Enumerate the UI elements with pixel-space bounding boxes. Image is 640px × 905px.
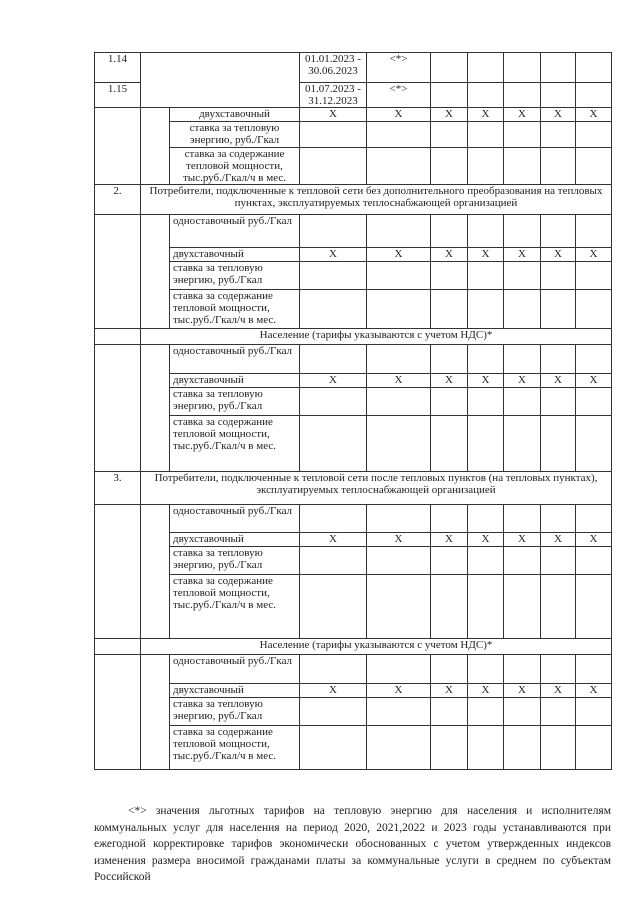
- section-header: [95, 472, 612, 505]
- section-number: 2.: [95, 185, 141, 215]
- table-row: двухставочный X X X X X X X: [95, 108, 612, 122]
- section-header: [95, 185, 612, 215]
- footnote: [94, 803, 611, 886]
- section-title: Потребители, подключенные к тепловой сети без дополнительного преобразования на тепловых пунктах, эксплуатируемых теплоснабжающей организацией: [141, 185, 612, 215]
- table-row: [95, 53, 612, 83]
- period-cell: 01.01.2023 - 30.06.2023: [300, 53, 367, 83]
- table-row: двухставочный X X X X X X X: [95, 684, 612, 698]
- table-row: ставка за тепловую энергию, руб./Гкал: [95, 698, 612, 726]
- population-header: Население (тарифы указываются с учетом НДС)*: [141, 639, 612, 655]
- row-number: 1.15: [95, 83, 141, 108]
- population-header: Население (тарифы указываются с учетом НДС)*: [141, 329, 612, 345]
- table-row: двухставочный X X X X X X X: [95, 374, 612, 388]
- table-row: одноставочный руб./Гкал: [95, 345, 612, 374]
- table-row: ставка за тепловую энергию, руб./Гкал: [95, 262, 612, 290]
- table-row: ставка за тепловую энергию, руб./Гкал: [95, 388, 612, 416]
- table-row: ставка за содержание тепловой мощности, тыс.руб./Гкал/ч в мес.: [95, 575, 612, 639]
- tariff-table: [94, 52, 612, 770]
- table-row: одноставочный руб./Гкал: [95, 215, 612, 248]
- table-row: ставка за тепловую энергию, руб./Гкал: [95, 547, 612, 575]
- table-row: ставка за содержание тепловой мощности, тыс.руб./Гкал/ч в мес.: [95, 148, 612, 185]
- empty-cell: [141, 53, 300, 108]
- row-number: 1.14: [95, 53, 141, 83]
- section-header: [95, 639, 612, 655]
- benefit-mark: <*>: [367, 53, 431, 83]
- table-row: двухставочный X X X X X X X: [95, 533, 612, 547]
- table-row: ставка за содержание тепловой мощности, тыс.руб./Гкал/ч в мес.: [95, 416, 612, 472]
- table-row: одноставочный руб./Гкал: [95, 655, 612, 684]
- table-row: ставка за содержание тепловой мощности, тыс.руб./Гкал/ч в мес.: [95, 290, 612, 329]
- table-row: одноставочный руб./Гкал: [95, 505, 612, 533]
- table-row: ставка за тепловую энергию, руб./Гкал: [95, 122, 612, 148]
- period-cell: 01.07.2023 - 31.12.2023: [300, 83, 367, 108]
- section-number: 3.: [95, 472, 141, 505]
- section-title: Потребители, подключенные к тепловой сети после тепловых пунктов (на тепловых пунктах), эксплуатируемых теплоснабжающей организацией: [141, 472, 612, 505]
- table-row: двухставочный X X X X X X X: [95, 248, 612, 262]
- table-row: ставка за содержание тепловой мощности, тыс.руб./Гкал/ч в мес.: [95, 726, 612, 770]
- section-header: [95, 329, 612, 345]
- tariff-label: двухставочный: [170, 108, 300, 122]
- benefit-mark: <*>: [367, 83, 431, 108]
- footnote-text: <*> значения льготных тарифов на тепловую энергию для населения и исполнителям коммунальных услуг для населения на период 2020, 2021,2022 и 2023 годы устанавливаются при ежегодной корректировке тарифов экономически обоснованных с учетом утвержденных индексов изменения размера вносимой гражданами платы за коммунальные услуги в среднем по субъектам Российской: [94, 805, 611, 883]
